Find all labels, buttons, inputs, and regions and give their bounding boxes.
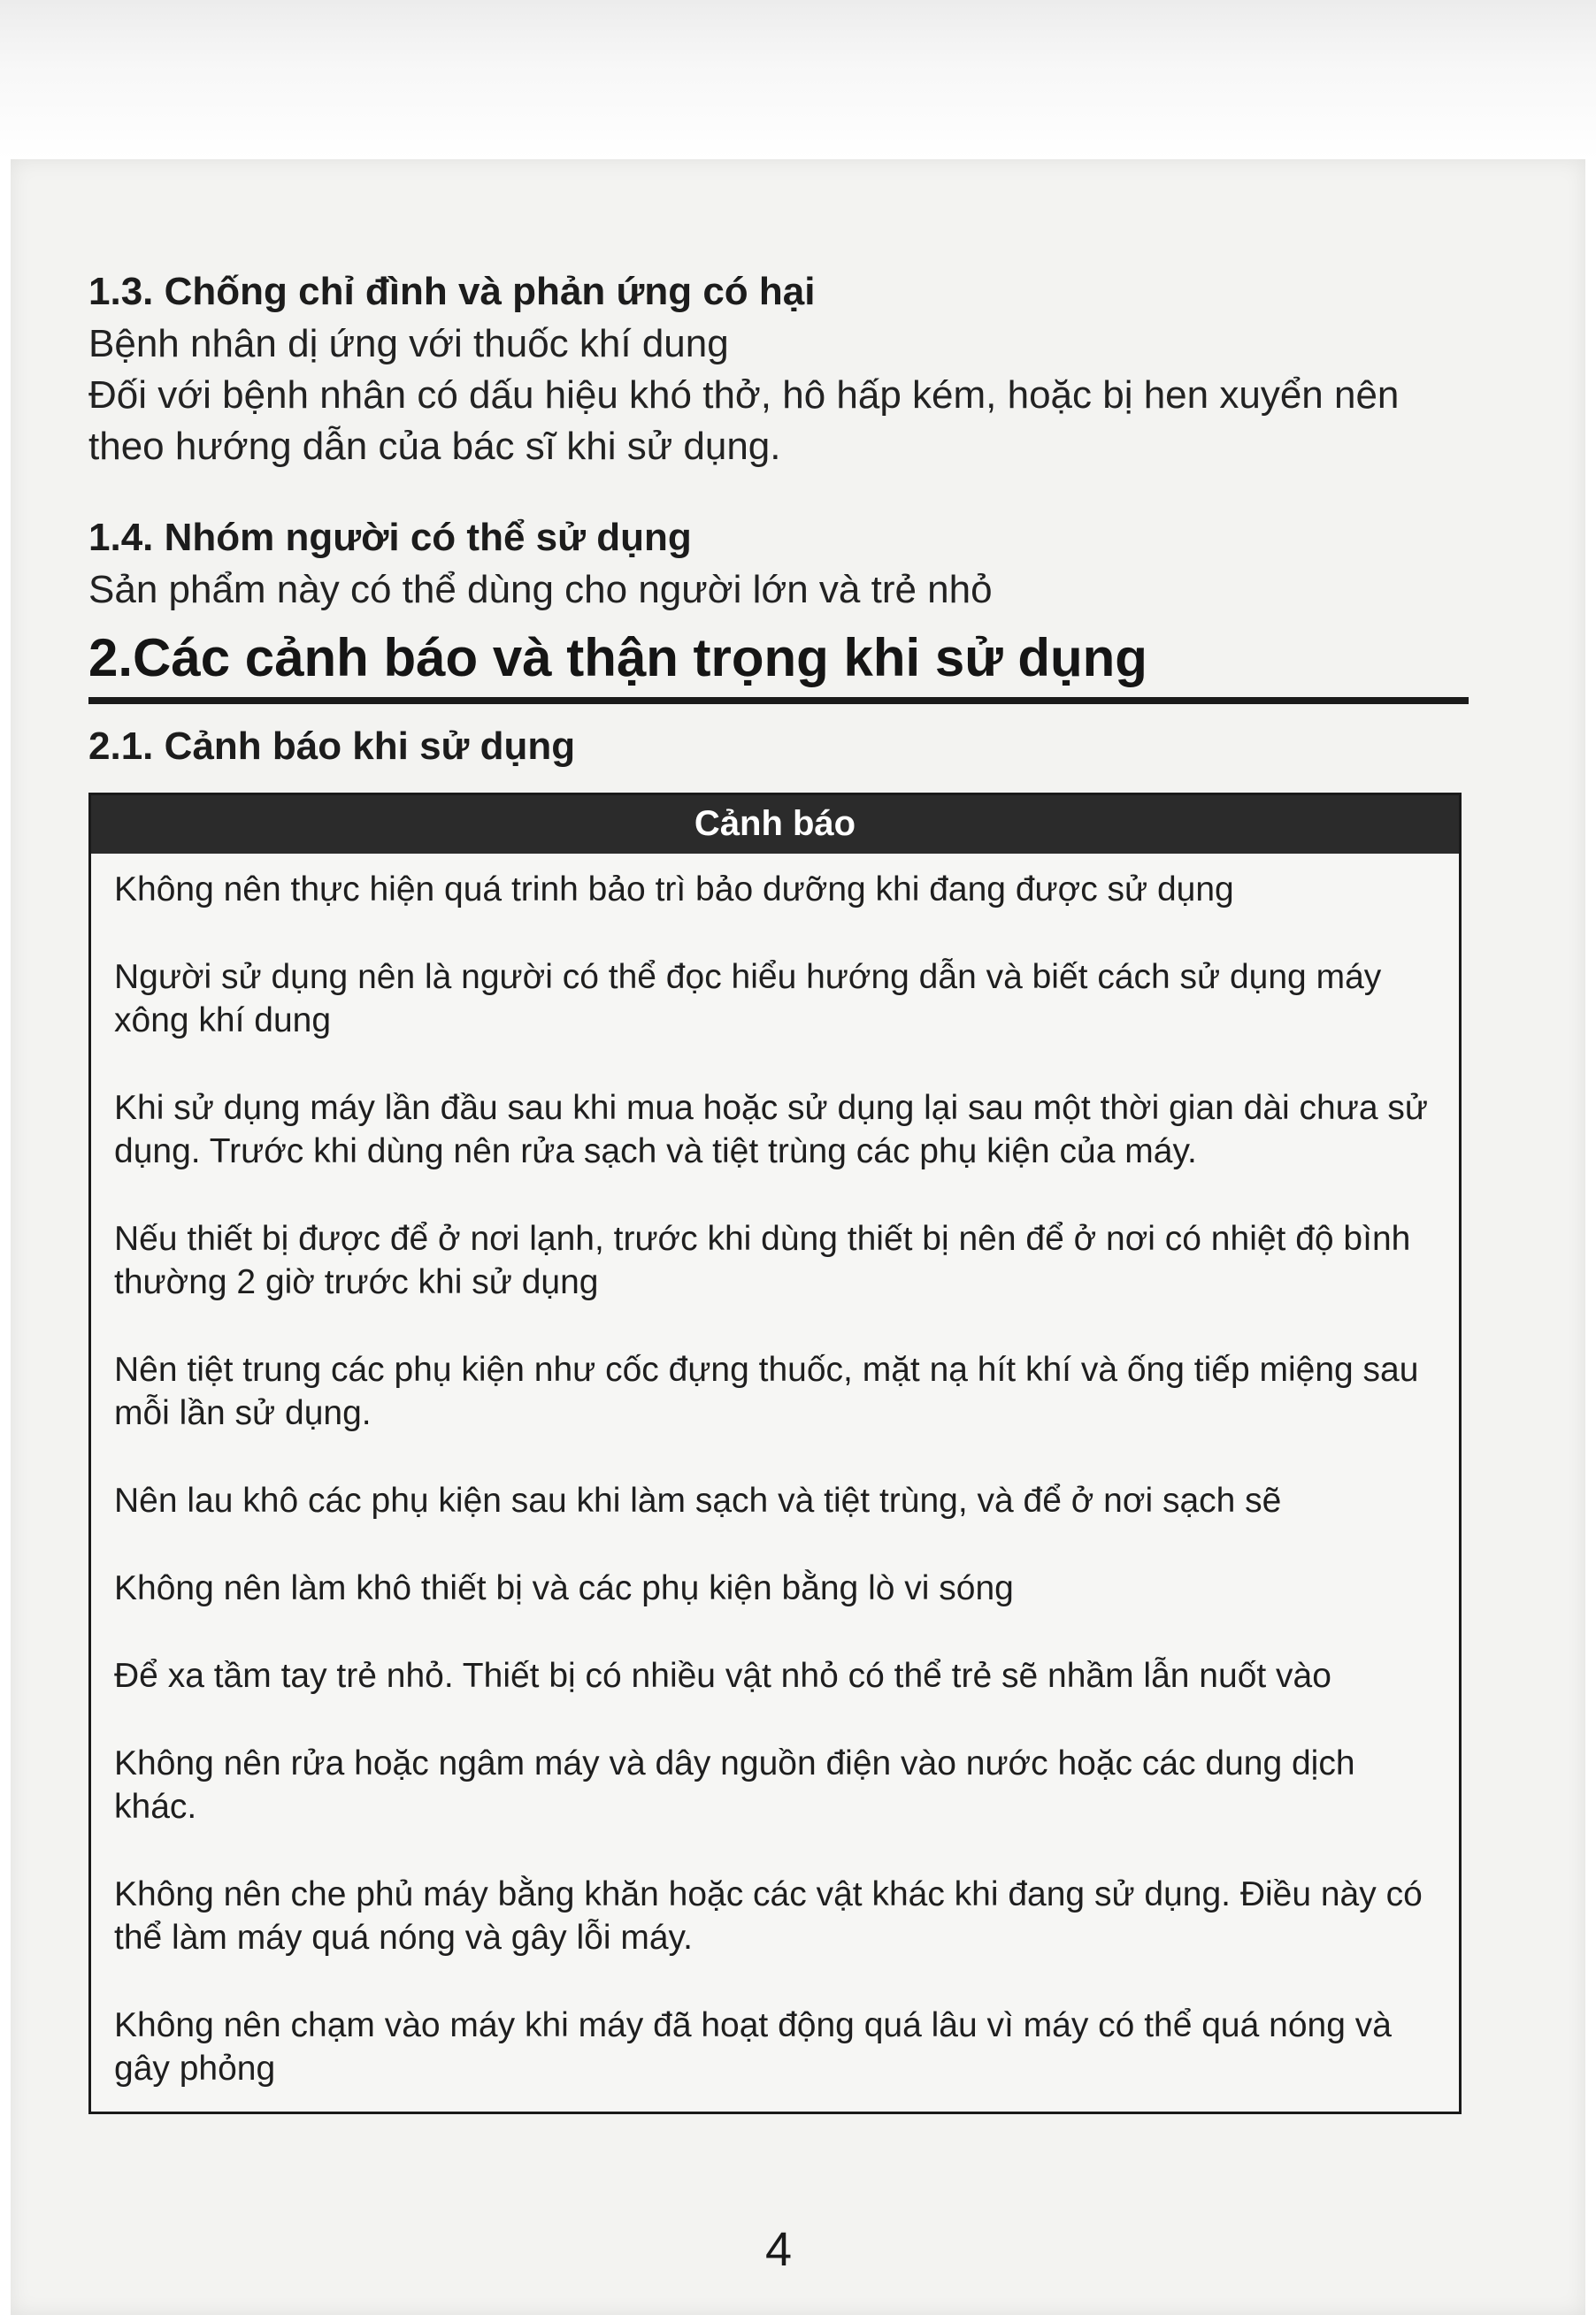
page-number: 4 <box>764 2223 793 2276</box>
warning-item: Nên lau khô các phụ kiện sau khi làm sạch và tiệt trùng, và để ở nơi sạch sẽ <box>114 1482 1282 1520</box>
warning-table <box>88 793 1462 2114</box>
warning-item: Nên tiệt trung các phụ kiện như cốc đựng thuốc, mặt nạ hít khí và ống tiếp miệng sau mỗi lần sử dụng. <box>114 1351 1419 1432</box>
section-user-group <box>88 511 1469 616</box>
warning-item: Nếu thiết bị được để ở nơi lạnh, trước khi dùng thiết bị nên để ở nơi có nhiệt độ bình thường 2 giờ trước khi sử dụng <box>114 1220 1411 1301</box>
warning-item: Người sử dụng nên là người có thể đọc hiểu hướng dẫn và biết cách sử dụng máy xông khí dung <box>114 958 1382 1039</box>
warning-item: Không nên rửa hoặc ngâm máy và dây nguồn điện vào nước hoặc các dung dịch khác. <box>114 1744 1355 1826</box>
section-heading-2-1: 2.1. Cảnh báo khi sử dụng <box>88 724 576 768</box>
warning-item: Không nên chạm vào máy khi máy đã hoạt động quá lâu vì máy có thể quá nóng và gây phỏng <box>114 2006 1392 2088</box>
warning-item: Không nên che phủ máy bằng khăn hoặc các vật khác khi đang sử dụng. Điều này có thể làm máy quá nóng và gây lỗi máy. <box>114 1875 1423 1957</box>
paragraph-line: Bệnh nhân dị ứng với thuốc khí dung <box>88 322 729 365</box>
warning-list <box>91 854 1459 2112</box>
scan-top-margin <box>0 0 1596 159</box>
section-heading-1-4: 1.4. Nhóm người có thể sử dụng <box>88 516 692 559</box>
section-contraindications <box>88 265 1469 472</box>
page-content <box>88 265 1469 2114</box>
paragraph-line: Sản phẩm này có thể dùng cho người lớn và trẻ nhỏ <box>88 568 993 611</box>
warning-item: Khi sử dụng máy lần đầu sau khi mua hoặc sử dụng lại sau một thời gian dài chưa sử dụng. Trước khi dùng nên rửa sạch và tiệt trùng các phụ kiện của máy. <box>114 1089 1428 1170</box>
warning-item: Để xa tầm tay trẻ nhỏ. Thiết bị có nhiều vật nhỏ có thể trẻ sẽ nhầm lẫn nuốt vào <box>114 1657 1331 1695</box>
warning-item: Không nên thực hiện quá trinh bảo trì bảo dưỡng khi đang được sử dụng <box>114 870 1234 908</box>
paragraph-line: Đối với bệnh nhân có dấu hiệu khó thở, hô hấp kém, hoặc bị hen xuyển nên theo hướng dẫn của bác sĩ khi sử dụng. <box>88 373 1400 468</box>
chapter-heading-2: 2.Các cảnh báo và thận trọng khi sử dụng <box>88 623 1469 704</box>
section-heading-1-3: 1.3. Chống chỉ đình và phản ứng có hại <box>88 270 816 313</box>
warning-table-header: Cảnh báo <box>91 795 1459 854</box>
warning-item: Không nên làm khô thiết bị và các phụ kiện bằng lò vi sóng <box>114 1569 1014 1607</box>
